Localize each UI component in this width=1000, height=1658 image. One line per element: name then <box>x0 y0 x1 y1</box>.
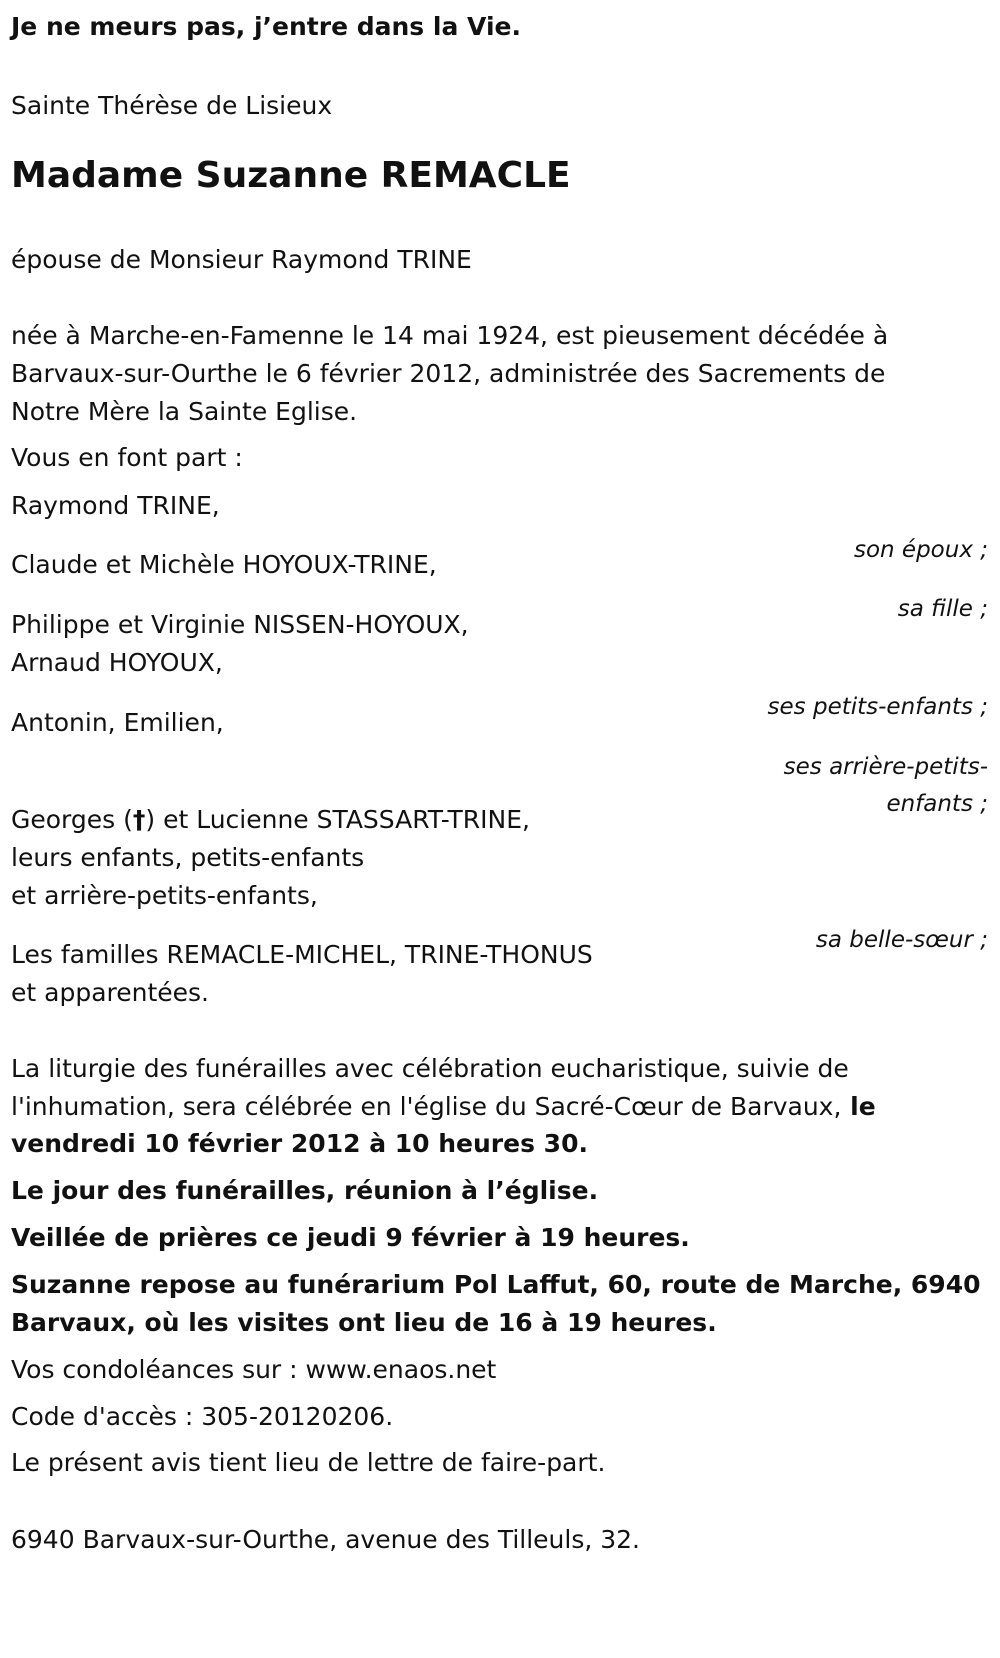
family-sister-in-law-line-1 <box>11 800 530 839</box>
liturgy-date: vendredi 10 février 2012 à 10 heures 30. <box>11 1129 588 1158</box>
family-spouse-name: Raymond TRINE, <box>11 491 220 520</box>
family-daughter-name: Claude et Michèle HOYOUX-TRINE, <box>11 550 437 579</box>
access-code-line: Code d'accès : 305-20120206. <box>11 1402 394 1431</box>
deceased-name: Madame Suzanne REMACLE <box>11 155 571 196</box>
families-line-1: Les familles REMACLE-MICHEL, TRINE-THONUS <box>11 940 593 969</box>
family-great-grandchildren-relation-2: enfants ; <box>886 791 988 817</box>
family-spouse-relation: son époux ; <box>853 537 988 563</box>
notice-line: Le présent avis tient lieu de lettre de faire-part. <box>11 1448 606 1477</box>
family-great-grandchildren: Antonin, Emilien, <box>11 708 224 737</box>
sister-in-law-text-pre: Georges ( <box>11 805 133 834</box>
family-grandchildren-line-2: Arnaud HOYOUX, <box>11 648 223 677</box>
rest-line-2: Barvaux, où les visites ont lieu de 16 à 19 heures. <box>11 1308 717 1337</box>
family-grandchildren-relation: ses petits-enfants ; <box>767 694 988 720</box>
birth-line-2: Barvaux-sur-Ourthe le 6 février 2012, administrée des Sacrements de <box>11 359 886 388</box>
family-daughter-relation: sa fille ; <box>897 596 988 622</box>
liturgy-line-1: La liturgie des funérailles avec célébration eucharistique, suivie de <box>11 1054 849 1083</box>
families-line-2: et apparentées. <box>11 978 209 1007</box>
liturgy-line-2-regular: l'inhumation, sera célébrée en l'église du Sacré-Cœur de Barvaux, <box>11 1092 842 1121</box>
vigil-line: Veillée de prières ce jeudi 9 février à 19 heures. <box>11 1223 690 1252</box>
cross-icon: † <box>132 805 146 834</box>
family-sister-in-law-line-2: leurs enfants, petits-enfants <box>11 843 365 872</box>
birth-line-1: née à Marche-en-Famenne le 14 mai 1924, est pieusement décédée à <box>11 321 889 350</box>
family-great-grandchildren-relation-1: ses arrière-petits- <box>783 754 988 780</box>
intro-line: Vous en font part : <box>11 443 243 472</box>
meeting-line: Le jour des funérailles, réunion à l’église. <box>11 1176 599 1205</box>
rest-line-1: Suzanne repose au funérarium Pol Laffut, 60, route de Marche, 6940 <box>11 1270 981 1299</box>
birth-line-3: Notre Mère la Sainte Eglise. <box>11 397 358 426</box>
family-grandchildren-line-1: Philippe et Virginie NISSEN-HOYOUX, <box>11 610 469 639</box>
condolences-line: Vos condoléances sur : www.enaos.net <box>11 1355 497 1384</box>
address-line: 6940 Barvaux-sur-Ourthe, avenue des Tilleuls, 32. <box>11 1525 641 1554</box>
liturgy-line-2-bold: le <box>841 1092 876 1121</box>
quote: Je ne meurs pas, j’entre dans la Vie. <box>11 12 521 41</box>
family-sister-in-law-relation: sa belle-sœur ; <box>815 927 988 953</box>
spouse-line: épouse de Monsieur Raymond TRINE <box>11 245 472 274</box>
liturgy-line-2 <box>11 1087 876 1126</box>
sister-in-law-text-post: ) et Lucienne STASSART-TRINE, <box>145 805 530 834</box>
quote-author: Sainte Thérèse de Lisieux <box>11 91 333 120</box>
family-sister-in-law-line-3: et arrière-petits-enfants, <box>11 881 318 910</box>
